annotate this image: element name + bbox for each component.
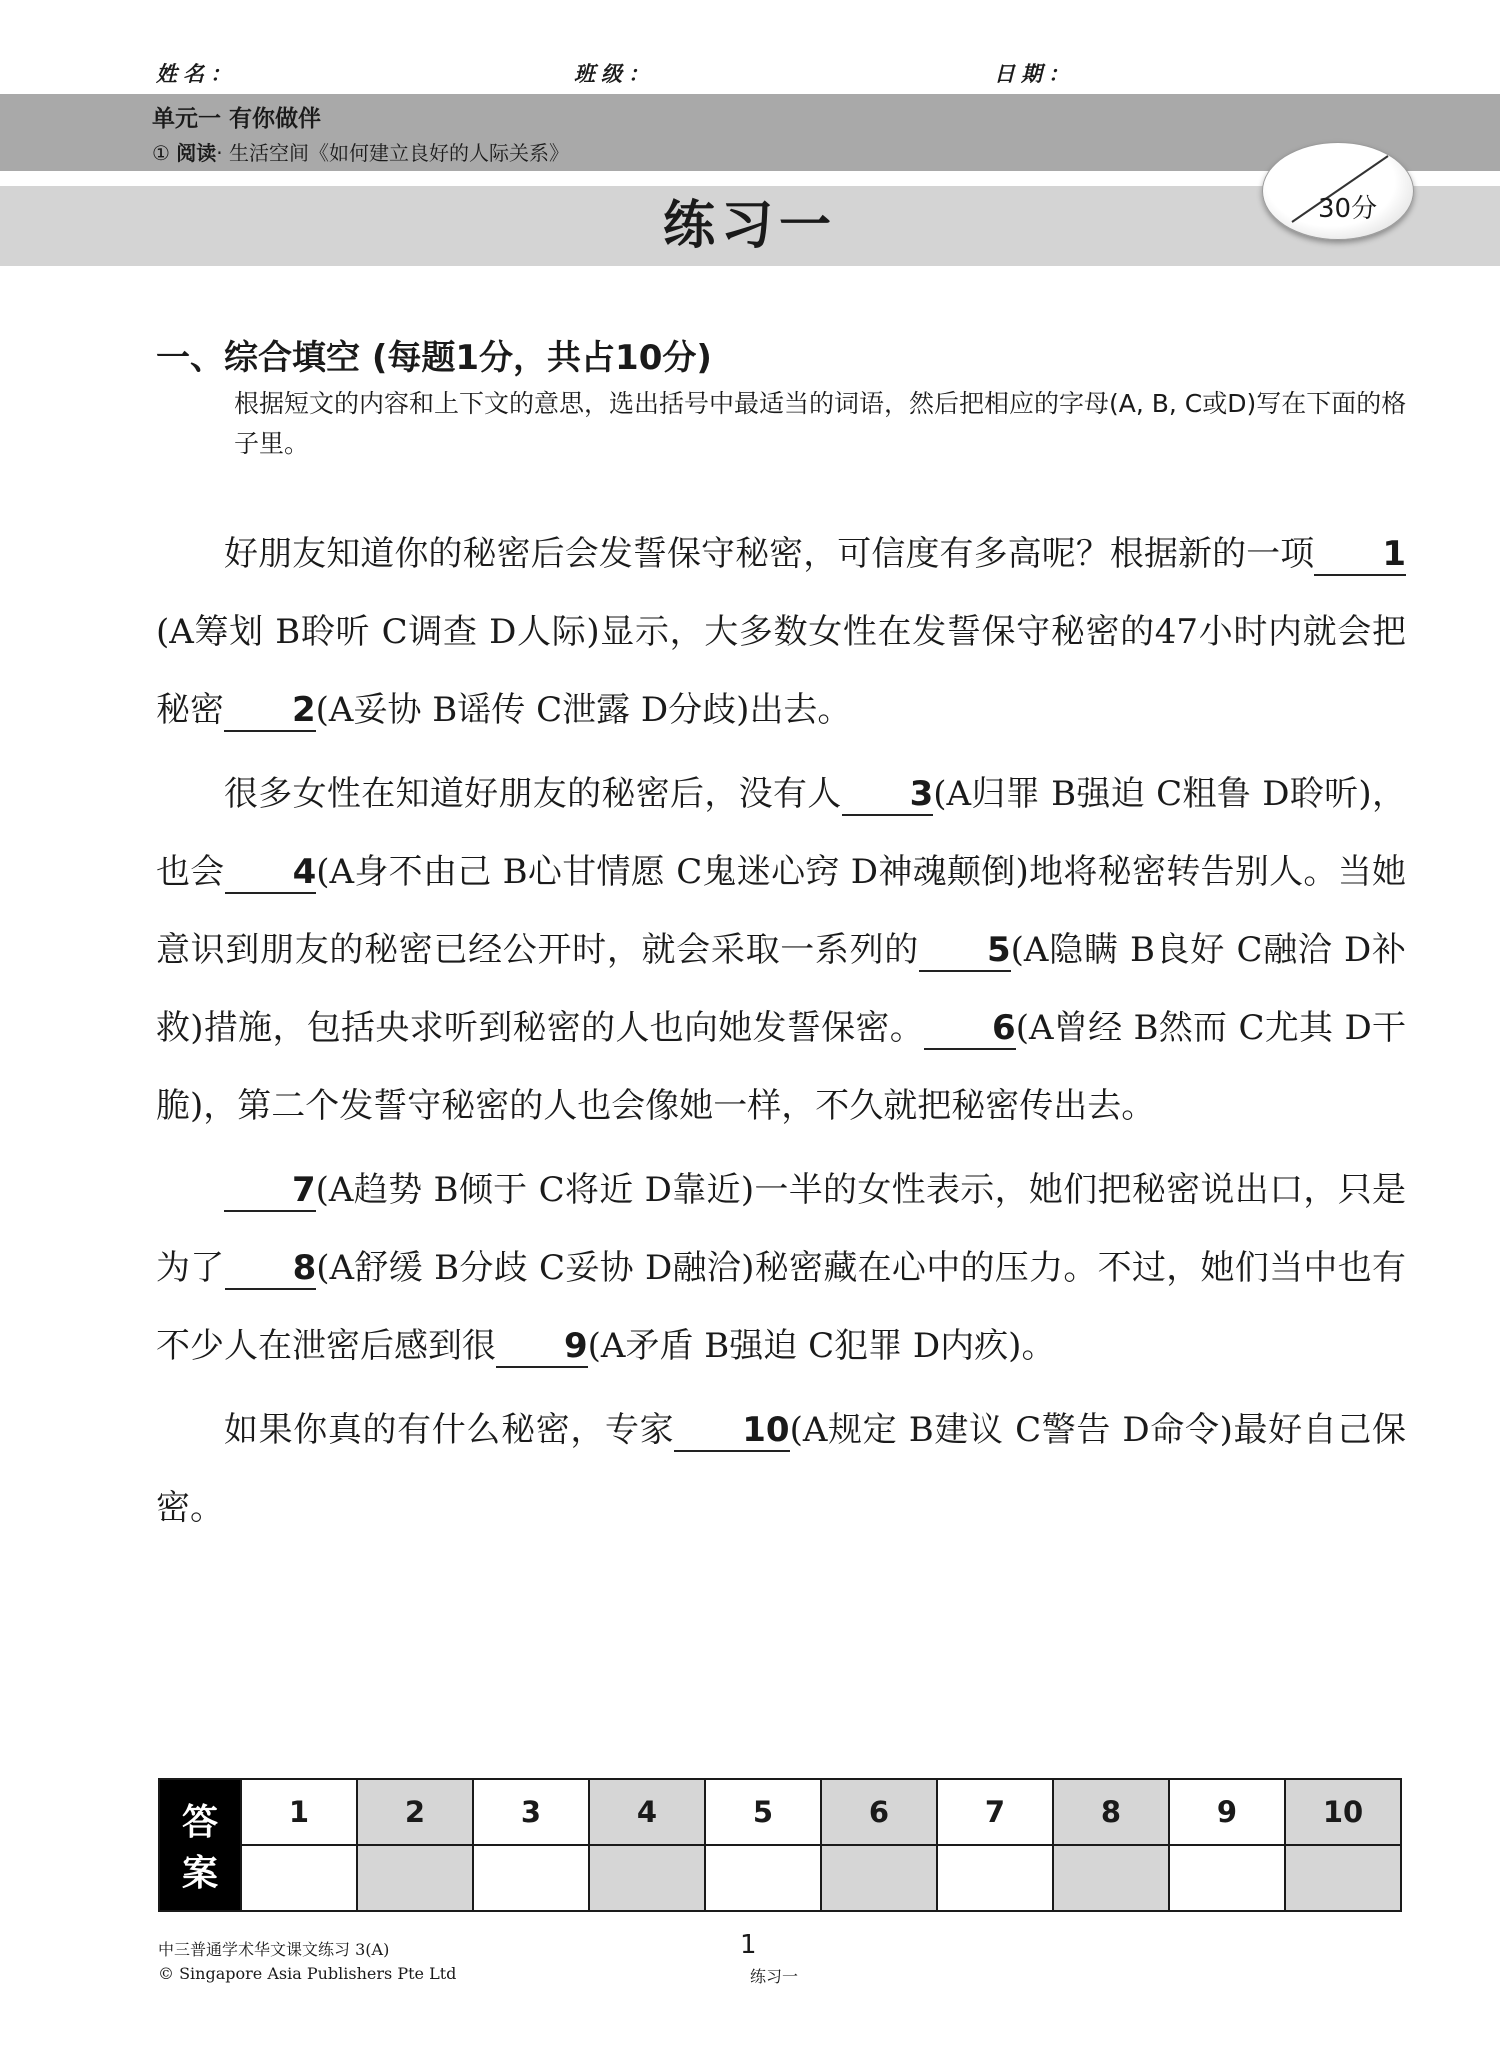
answer-blank-1[interactable]: 1 xyxy=(1314,534,1406,576)
score-value: 30分 xyxy=(1318,194,1378,224)
passage-text: 出去。 xyxy=(749,690,852,730)
answer-table xyxy=(158,1778,1402,1912)
passage-text: 很多女性在知道好朋友的秘密后，没有人 xyxy=(224,774,842,814)
answer-blank-9[interactable]: 9 xyxy=(496,1326,588,1368)
answer-table-label xyxy=(159,1779,241,1911)
section-instruction: 根据短文的内容和上下文的意思，选出括号中最适当的词语，然后把相应的字母(A, B, C或D)写在下面的格子里。 xyxy=(234,389,1407,458)
class-label: 班级： xyxy=(574,61,655,86)
passage-text: 。 xyxy=(1021,1326,1056,1366)
unit-subtitle xyxy=(152,137,569,166)
answer-label-bottom: 案 xyxy=(181,1853,218,1894)
options-5: (A隐瞒 B良好 C融洽 D补救) xyxy=(156,930,1406,1048)
answer-number: 3 xyxy=(473,1779,589,1845)
answer-number: 2 xyxy=(357,1779,473,1845)
answer-cell-6[interactable] xyxy=(821,1845,937,1911)
unit-sub-reading: 阅读 xyxy=(176,141,217,165)
answer-number: 4 xyxy=(589,1779,705,1845)
passage xyxy=(156,515,1406,1553)
answer-blank-2[interactable]: 2 xyxy=(224,690,316,732)
passage-text: 秘密藏在心中的压力。不过，她们当中也有不少人在泄密后感到很 xyxy=(156,1248,1407,1366)
passage-text: 地将秘密转告别人。当她意识到朋友的秘密已经公开时，就会采取一系列的 xyxy=(156,852,1407,970)
answer-number: 8 xyxy=(1053,1779,1169,1845)
options-7: (A趋势 B倾于 C将近 D靠近) xyxy=(315,1170,755,1210)
exercise-title: 练习一 xyxy=(662,196,837,256)
name-label: 姓名： xyxy=(156,61,237,86)
footer-credits xyxy=(158,1938,456,1986)
answer-blank-4[interactable]: 4 xyxy=(225,852,317,894)
answer-blank-10[interactable]: 10 xyxy=(674,1410,789,1452)
passage-paragraph-1 xyxy=(156,515,1406,749)
footer-publisher: © Singapore Asia Publishers Pte Ltd xyxy=(158,1964,457,1983)
options-3: (A归罪 B强迫 C粗鲁 D聆听) xyxy=(933,774,1372,814)
answer-number: 6 xyxy=(821,1779,937,1845)
footer-book-title: 中三普通学术华文课文练习 3(A) xyxy=(158,1940,390,1959)
answer-blank-7[interactable]: 7 xyxy=(224,1170,316,1212)
answer-cell-3[interactable] xyxy=(473,1845,589,1911)
passage-text: 最好自己保密。 xyxy=(156,1410,1407,1528)
passage-text: ，第二个发誓守秘密的人也会像她一样，不久就把秘密传出去。 xyxy=(203,1086,1156,1126)
passage-text: 好朋友知道你的秘密后会发誓保守秘密，可信度有多高呢？根据新的一项 xyxy=(224,534,1315,574)
answer-blank-5[interactable]: 5 xyxy=(919,930,1011,972)
answer-cell-8[interactable] xyxy=(1053,1845,1169,1911)
passage-text: 显示，大多数女性在发誓保守秘密的47小时内就会把秘密 xyxy=(156,612,1406,730)
passage-text: 如果你真的有什么秘密，专家 xyxy=(224,1410,675,1450)
answer-cell-1[interactable] xyxy=(241,1845,357,1911)
unit-sub-rest: · 生活空间《如何建立良好的人际关系》 xyxy=(216,141,570,165)
answer-cell-2[interactable] xyxy=(357,1845,473,1911)
options-8: (A舒缓 B分歧 C妥协 D融洽) xyxy=(316,1248,755,1288)
answer-number-row xyxy=(159,1779,1401,1845)
answer-cell-9[interactable] xyxy=(1169,1845,1285,1911)
answer-label-top: 答 xyxy=(181,1802,218,1843)
page-label: 练习一 xyxy=(750,1967,799,1986)
passage-text: 措施，包括央求听到秘密的人也向她发誓保密。 xyxy=(203,1008,925,1048)
options-6: (A曾经 B然而 C尤其 D干脆) xyxy=(156,1008,1406,1126)
options-9: (A矛盾 B强迫 C犯罪 D内疚) xyxy=(587,1326,1022,1366)
answer-cell-5[interactable] xyxy=(705,1845,821,1911)
answer-number: 10 xyxy=(1285,1779,1401,1845)
answer-cell-4[interactable] xyxy=(589,1845,705,1911)
answer-number: 1 xyxy=(241,1779,357,1845)
passage-paragraph-3 xyxy=(156,1151,1406,1385)
answer-blank-3[interactable]: 3 xyxy=(842,774,934,816)
options-1: (A筹划 B聆听 C调查 D人际) xyxy=(156,612,600,652)
date-label: 日期： xyxy=(994,61,1075,86)
options-10: (A规定 B建议 C警告 D命令) xyxy=(789,1410,1233,1450)
passage-text: 一半的女性表示，她们把秘密说出口，只是为了 xyxy=(156,1170,1407,1288)
page-number: 1 xyxy=(740,1930,757,1960)
answer-input-row xyxy=(159,1845,1401,1911)
answer-number: 9 xyxy=(1169,1779,1285,1845)
answer-blank-6[interactable]: 6 xyxy=(924,1008,1016,1050)
passage-paragraph-4 xyxy=(156,1391,1406,1547)
answer-blank-8[interactable]: 8 xyxy=(225,1248,317,1290)
passage-text: ，也会 xyxy=(156,774,1407,892)
answer-cell-10[interactable] xyxy=(1285,1845,1401,1911)
passage-paragraph-2 xyxy=(156,755,1406,1145)
answer-number: 5 xyxy=(705,1779,821,1845)
section-title: 一、综合填空 (每题1分，共占10分) xyxy=(156,338,712,378)
answer-number: 7 xyxy=(937,1779,1053,1845)
options-2: (A妥协 B谣传 C泄露 D分歧) xyxy=(315,690,750,730)
options-4: (A身不由己 B心甘情愿 C鬼迷心窍 D神魂颠倒) xyxy=(316,852,1029,892)
unit-sub-number: ① xyxy=(152,141,170,165)
answer-cell-7[interactable] xyxy=(937,1845,1053,1911)
unit-title: 单元一 有你做伴 xyxy=(152,106,322,132)
